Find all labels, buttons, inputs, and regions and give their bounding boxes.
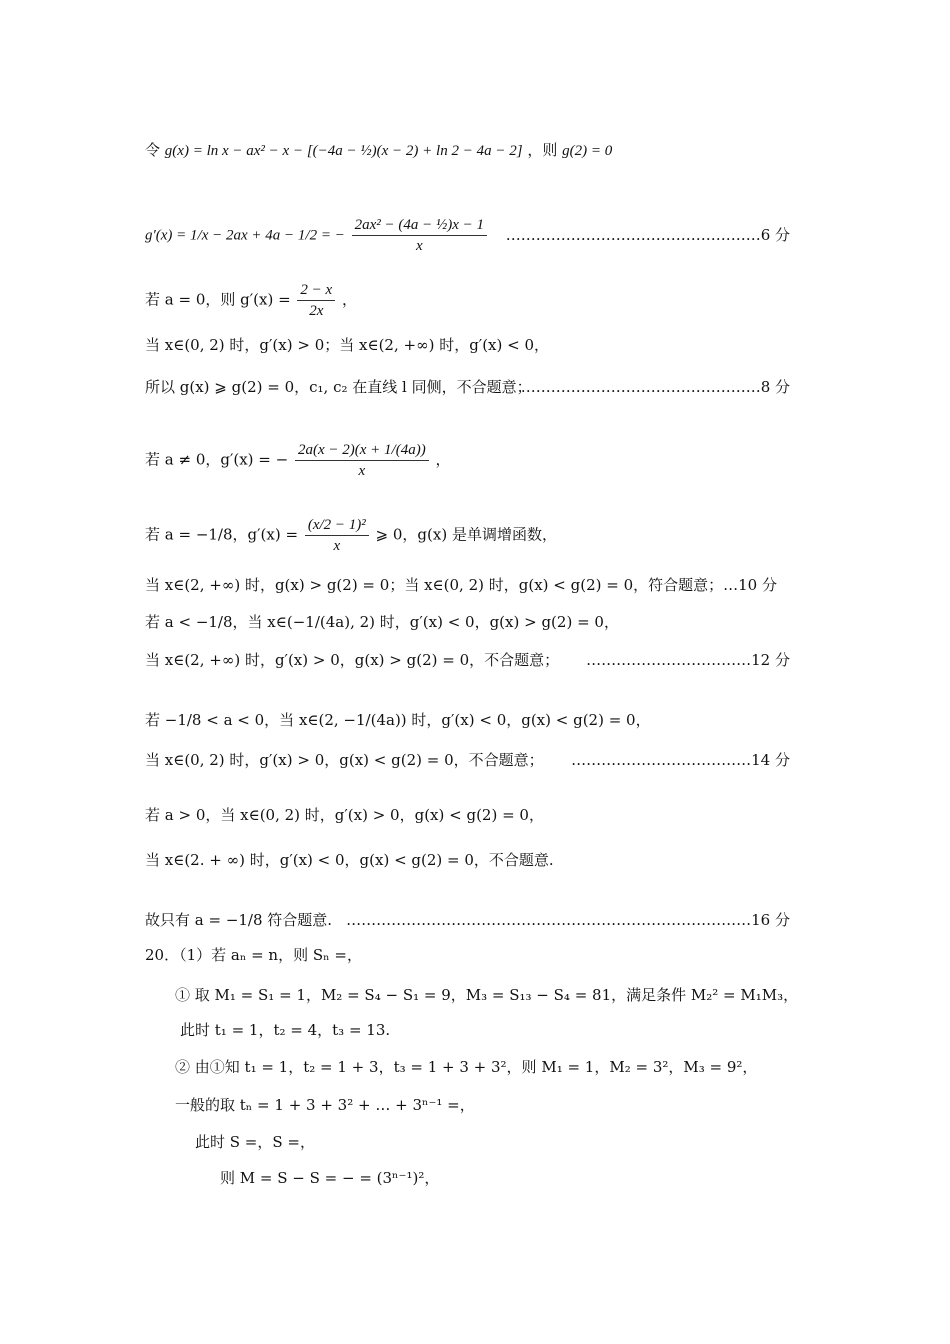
- line-11: 若 −1/8 < a < 0，当 x∈(2, −1/(4a)) 时，g′(x) < 0，g(x) < g(2) = 0，: [145, 711, 651, 729]
- text: ，: [341, 290, 357, 309]
- denominator: 2x: [309, 303, 324, 319]
- line-10: [145, 650, 790, 670]
- line-16: 20．（1）若 aₙ = n，则 Sₙ =，: [145, 946, 362, 964]
- fraction: [297, 280, 335, 321]
- line-21: 此时 S =，S =，: [195, 1133, 315, 1151]
- denominator: x: [333, 538, 341, 554]
- text: ⩾ 0，g(x) 是单调增函数，: [375, 525, 557, 544]
- line-19: ② 由①知 t₁ = 1，t₂ = 1 + 3，t₃ = 1 + 3 + 3²，则 M₁ = 1，M₂ = 3²，M₃ = 9²，: [175, 1058, 758, 1076]
- text: 所以 g(x) ⩾ g(2) = 0，c₁, c₂ 在直线 l 同侧，不合题意；: [145, 378, 532, 396]
- numerator: (x/2 − 1)²: [305, 515, 369, 536]
- score-6: ……………………………………………6 分: [505, 226, 790, 244]
- text: 当 x∈(0, 2) 时，g′(x) > 0，g(x) < g(2) = 0，不合题意；: [145, 751, 544, 769]
- line-1: [145, 140, 612, 161]
- fraction: [352, 215, 487, 256]
- formula: g′(x) = 1/x − 2ax + 4a − 1/2 = −: [145, 227, 345, 244]
- text: 令: [145, 141, 161, 159]
- numerator: 2ax² − (4a − ½)x − 1: [352, 215, 487, 236]
- text: ，: [435, 450, 451, 469]
- fraction: [305, 515, 369, 556]
- score-8: …………………………………………8 分: [520, 378, 790, 396]
- fraction: [295, 440, 429, 481]
- line-5: [145, 377, 790, 397]
- line-2: [145, 215, 790, 256]
- text: 故只有 a = −1/8 符合题意.: [145, 911, 333, 929]
- score-16: ………………………………………………………………………16 分: [346, 911, 790, 929]
- formula: g(x) = ln x − ax² − x − [(−4a − ½)(x − 2) + ln 2 − 4a − 2]: [164, 143, 523, 159]
- text: 若 a ≠ 0，g′(x) = −: [145, 450, 289, 469]
- formula: g(2) = 0: [562, 143, 613, 159]
- line-4: 当 x∈(0, 2) 时，g′(x) > 0；当 x∈(2, +∞) 时，g′(x) < 0，: [145, 336, 550, 354]
- line-15: [145, 910, 790, 930]
- line-18: 此时 t₁ = 1，t₂ = 4，t₃ = 13.: [180, 1021, 391, 1039]
- text: 若 a = −1/8，g′(x) =: [145, 525, 299, 544]
- score-14: ………………………………14 分: [571, 751, 790, 769]
- line-6: [145, 440, 451, 481]
- line-22: 则 M = S − S = − = (3ⁿ⁻¹)²，: [220, 1169, 440, 1187]
- score-12: ……………………………12 分: [586, 651, 790, 669]
- line-7: [145, 515, 557, 556]
- text: 当 x∈(2, +∞) 时，g′(x) > 0，g(x) > g(2) = 0，不合题意；: [145, 651, 560, 669]
- line-9: 若 a < −1/8，当 x∈(−1/(4a), 2) 时，g′(x) < 0，g(x) > g(2) = 0，: [145, 613, 619, 631]
- numerator: 2a(x − 2)(x + 1/(4a)): [295, 440, 429, 461]
- text: 若 a = 0，则 g′(x) =: [145, 290, 291, 309]
- line-17: ① 取 M₁ = S₁ = 1，M₂ = S₄ − S₁ = 9，M₃ = S₁₃ − S₄ = 81，满足条件 M₂² = M₁M₃，: [175, 986, 799, 1004]
- line-14: 当 x∈(2. + ∞) 时，g′(x) < 0，g(x) < g(2) = 0，不合题意.: [145, 851, 554, 869]
- line-8: 当 x∈(2, +∞) 时，g(x) > g(2) = 0；当 x∈(0, 2) 时，g(x) < g(2) = 0，符合题意；…10 分: [145, 576, 777, 594]
- line-13: 若 a > 0，当 x∈(0, 2) 时，g′(x) > 0，g(x) < g(2) = 0，: [145, 806, 544, 824]
- numerator: 2 − x: [297, 280, 335, 301]
- denominator: x: [415, 238, 423, 254]
- text: ，则: [527, 141, 558, 159]
- line-20: 一般的取 tₙ = 1 + 3 + 3² + … + 3ⁿ⁻¹ =，: [175, 1096, 475, 1114]
- line-3: [145, 280, 357, 321]
- denominator: x: [358, 463, 366, 479]
- line-12: [145, 750, 790, 770]
